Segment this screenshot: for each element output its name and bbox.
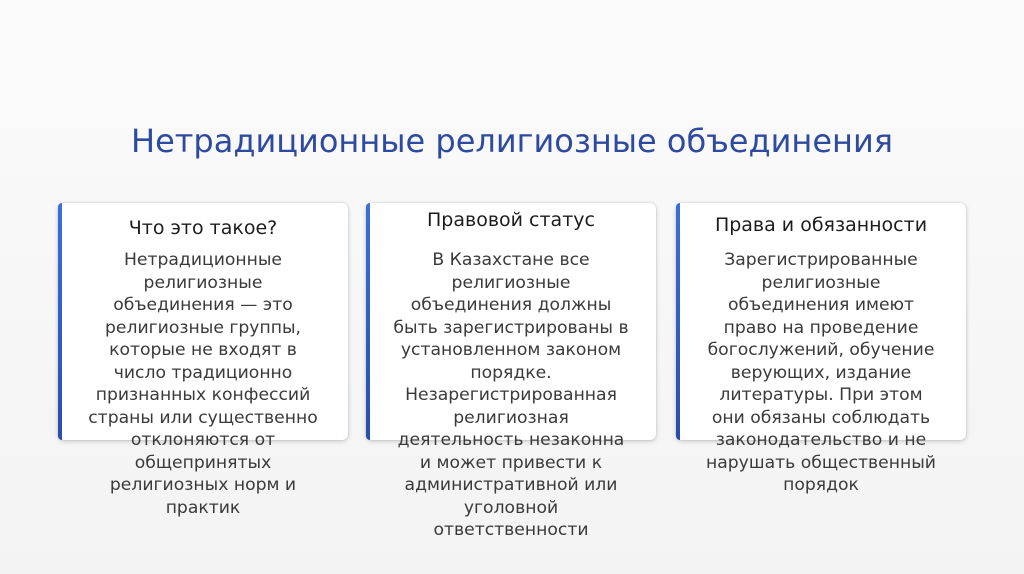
card-body-line: установленном законом xyxy=(400,340,622,360)
card-body-line: религиозные xyxy=(761,272,881,293)
card-body-line: и может привести к xyxy=(419,452,603,473)
card-heading: Правовой статус xyxy=(427,209,595,231)
card-body-line: Зарегистрированные xyxy=(724,250,918,270)
card-body-line: религиозные xyxy=(451,272,571,293)
card-body-line: ответственности xyxy=(433,520,589,540)
card-body-line: которые не входят в xyxy=(109,340,297,360)
card-body-line: деятельность незаконна xyxy=(397,430,625,450)
card-body-line: объединения — это xyxy=(113,295,293,315)
card-body-text xyxy=(60,249,346,519)
slide-title: Нетрадиционные религиозные объединения xyxy=(131,122,893,160)
card-heading: Что это такое? xyxy=(128,217,278,239)
card-what-is-it xyxy=(58,203,348,518)
card-body-line: религиозные xyxy=(143,272,263,293)
card-body-line: уголовной xyxy=(463,497,559,518)
card-body-line: признанных конфессий xyxy=(95,385,311,405)
card-body-line: верующих, издание xyxy=(730,362,912,383)
card-body-line: религиозные группы, xyxy=(105,317,301,338)
card-body-line: отклоняются от xyxy=(130,430,276,450)
card-body-line: право на проведение xyxy=(723,317,919,338)
card-body-line: Незарегистрированная xyxy=(405,385,617,405)
card-body-text xyxy=(368,249,654,542)
card-body-line: быть зарегистрированы в xyxy=(393,317,629,338)
card-rights-duties xyxy=(676,203,966,495)
card-body-line: В Казахстане все xyxy=(432,250,590,270)
card-body-line: страны или существенно xyxy=(88,407,318,428)
card-body-line: Нетрадиционные xyxy=(123,250,282,270)
card-body-text xyxy=(678,249,964,497)
card-legal-status xyxy=(366,203,656,540)
card-body-line: богослужений, обучение xyxy=(707,340,935,360)
card-body-line: религиозная xyxy=(453,407,569,428)
card-body-line: нарушать общественный xyxy=(706,452,936,473)
card-body-line: объединения должны xyxy=(410,295,612,315)
card-body-line: административной или xyxy=(404,475,618,495)
card-body-line: объединения имеют xyxy=(727,295,915,315)
card-body-line: практик xyxy=(165,497,241,518)
card-body-line: литературы. При этом xyxy=(719,385,923,405)
card-body-line: число традиционно xyxy=(113,362,293,383)
card-body-line: порядок xyxy=(783,475,859,495)
card-body-line: религиозных норм и xyxy=(109,475,297,495)
card-body-line: порядке. xyxy=(470,362,552,383)
card-body-line: законодательство и не xyxy=(715,430,927,450)
card-body-line: они обязаны соблюдать xyxy=(711,407,931,428)
card-body-line: общепринятых xyxy=(134,452,272,473)
card-heading: Права и обязанности xyxy=(714,214,928,236)
